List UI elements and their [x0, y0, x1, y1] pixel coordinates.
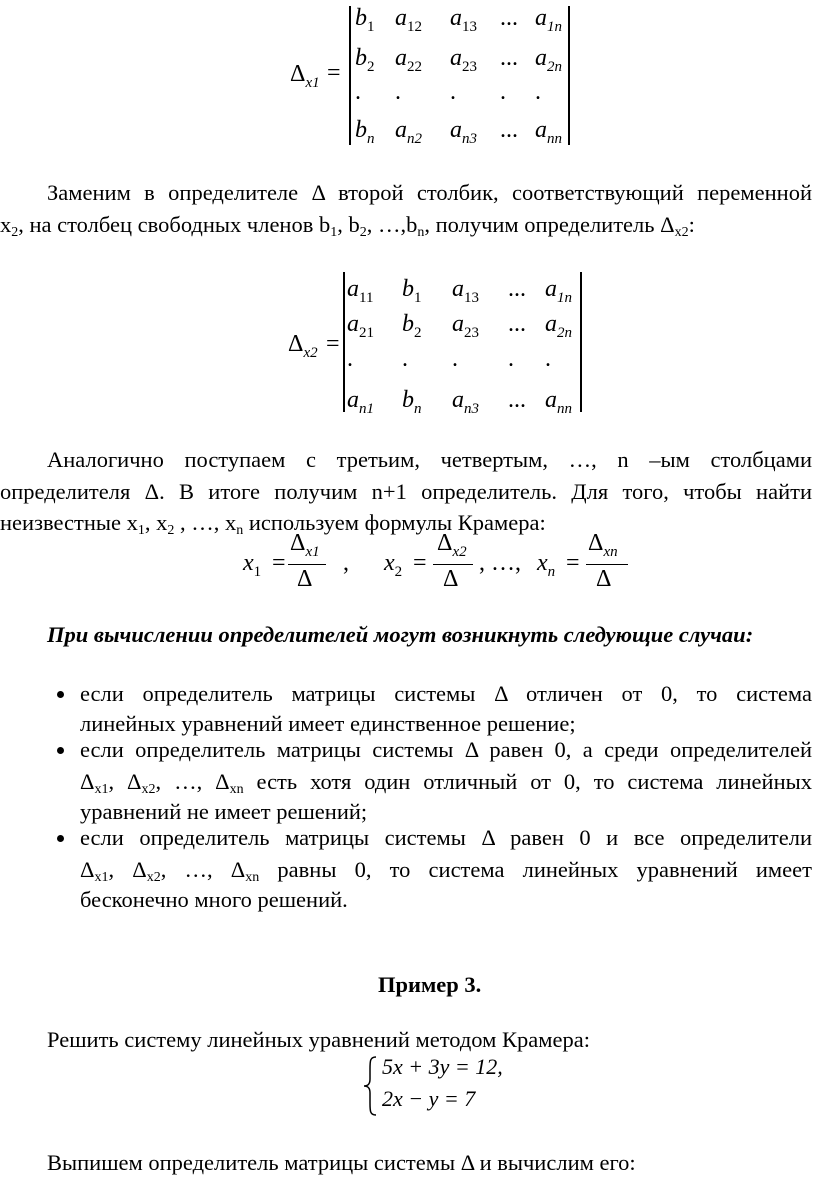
- paragraph-analog-line3: неизвестные $x_1$, $x_2$ , …, $x_n$ используем формулы Крамера:: [0, 510, 546, 538]
- bullet-3-line2: $\Delta_{x1}$, $\Delta_{x2}$, …, $\Delta_{xn}$ равны 0, то система линейных уравнений имеет: [80, 857, 812, 885]
- matrix-cell: .: [347, 346, 353, 372]
- matrix-cell: $a_{23}$: [450, 45, 477, 75]
- matrix-cell: .: [355, 79, 361, 105]
- cases-heading: При вычислении определителей могут возникнуть следующие случаи:: [47, 622, 754, 647]
- cramer-x1-denominator: Δ: [297, 566, 313, 592]
- cramer-xn-var: $x_n$: [537, 550, 556, 580]
- system-brace: [362, 1055, 380, 1117]
- matrix-cell: .: [452, 346, 458, 372]
- matrix-cell: $a_{21}$: [347, 311, 374, 341]
- matrix-cell: ...: [508, 311, 526, 337]
- cramer-formulas: [0, 530, 816, 595]
- matrix-cell: $a_{13}$: [452, 276, 479, 306]
- matrix-cell: .: [402, 346, 408, 372]
- matrix-cell: $a_{1n}$: [545, 276, 572, 306]
- bullet-dot: [57, 691, 64, 698]
- matrix-cell: $b_1$: [402, 276, 422, 306]
- determinant-left-bar: [349, 6, 351, 145]
- paragraph-analog-line1: Аналогично поступаем с третьим, четвертым, …, n –ым столбцами: [47, 447, 812, 472]
- matrix-cell: $a_{23}$: [452, 311, 479, 341]
- matrix-cell: $a_{2n}$: [545, 311, 572, 341]
- matrix-cell: $a_{11}$: [347, 276, 374, 306]
- cramer-xn-denominator: Δ: [596, 566, 612, 592]
- matrix-cell: $a_{n2}$: [395, 117, 422, 147]
- matrix-cell: $a_{22}$: [395, 45, 422, 75]
- bullet-2-line1: если определитель матрицы системы Δ равен 0, а среди определителей: [80, 737, 812, 762]
- bullet-3-line1: если определитель матрицы системы Δ равен 0 и все определители: [80, 825, 812, 850]
- matrix-cell: ...: [500, 117, 518, 143]
- cramer-x2-denominator: Δ: [443, 566, 459, 592]
- determinant-left-bar: [343, 272, 345, 412]
- matrix-cell: .: [395, 79, 401, 105]
- determinant-delta-x2: [0, 265, 816, 415]
- cramer-x1-var: $x_1$: [243, 550, 262, 580]
- matrix-cell: ...: [500, 45, 518, 71]
- matrix-cell: $a_{nn}$: [535, 117, 562, 147]
- bullet-dot: [57, 835, 64, 842]
- matrix-cell: ...: [508, 276, 526, 302]
- cramer-x2-equals: =: [413, 550, 427, 576]
- delta-x2-label: $\Delta_{x2}$: [288, 331, 318, 361]
- matrix-cell: $b_2$: [402, 311, 422, 341]
- delta-x1-equals: =: [327, 60, 341, 86]
- matrix-cell: $b_1$: [355, 5, 375, 35]
- delta-x1-label: $\Delta_{x1}$: [290, 61, 320, 91]
- last-line: Выпишем определитель матрицы системы Δ и вычислим его:: [47, 1150, 636, 1175]
- paragraph-analog-line2: определителя Δ. В итоге получим n+1 определитель. Для того, чтобы найти: [0, 479, 812, 504]
- matrix-cell: $a_{n3}$: [450, 117, 477, 147]
- bullet-1-line1: если определитель матрицы системы Δ отличен от 0, то система: [80, 681, 812, 706]
- example-task: Решить систему линейных уравнений методом Крамера:: [47, 1027, 590, 1052]
- matrix-cell: $a_{n1}$: [347, 387, 374, 417]
- matrix-cell: $a_{2n}$: [535, 45, 562, 75]
- bullet-3-line3: бесконечно много решений.: [80, 887, 348, 912]
- system-equation-1: 5x + 3y = 12,: [382, 1054, 503, 1079]
- determinant-delta-x1: [0, 0, 816, 160]
- cramer-x1-numerator: $\Delta_{x1}$: [290, 530, 320, 560]
- matrix-cell: .: [508, 346, 514, 372]
- cramer-x1-equals: =: [272, 550, 286, 576]
- bullet-dot: [57, 747, 64, 754]
- matrix-cell: $a_{nn}$: [545, 387, 572, 417]
- matrix-cell: ...: [508, 387, 526, 413]
- paragraph-replace-column-line2: $x_2$, на столбец свободных членов $b_1$, $b_2$, $\dots,b_n$, получим определитель $\Delta_{x2}$:: [0, 212, 695, 240]
- matrix-cell: $a_{13}$: [450, 5, 477, 35]
- matrix-cell: .: [450, 79, 456, 105]
- matrix-cell: .: [545, 346, 551, 372]
- cramer-x2-numerator: $\Delta_{x2}$: [437, 530, 467, 560]
- bullet-2-line2: $\Delta_{x1}$, $\Delta_{x2}$, …, $\Delta_{xn}$ есть хотя один отличный от 0, то система линейных: [80, 769, 812, 797]
- cramer-x2-var: $x_2$: [384, 550, 403, 580]
- matrix-cell: .: [535, 79, 541, 105]
- matrix-cell: .: [500, 79, 506, 105]
- matrix-cell: $b_2$: [355, 45, 375, 75]
- cramer-comma: ,: [343, 550, 349, 576]
- matrix-cell: $b_n$: [355, 117, 375, 147]
- system-equation-2: 2x − y = 7: [382, 1086, 476, 1111]
- example-title: Пример 3.: [378, 972, 482, 997]
- bullet-2-line3: уравнений не имеет решений;: [80, 799, 368, 824]
- paragraph-replace-column: Заменим в определителе Δ второй столбик, соответствующий переменной: [47, 180, 812, 205]
- determinant-right-bar: [580, 272, 582, 412]
- matrix-cell: $a_{n3}$: [452, 387, 479, 417]
- cramer-xn-equals: =: [566, 550, 580, 576]
- bullet-1-line2: линейных уравнений имеет единственное решение;: [80, 711, 576, 736]
- matrix-cell: $a_{12}$: [395, 5, 422, 35]
- delta-x2-equals: =: [326, 331, 340, 357]
- determinant-right-bar: [568, 6, 570, 145]
- cramer-xn-numerator: $\Delta_{xn}$: [588, 530, 618, 560]
- matrix-cell: $a_{1n}$: [535, 5, 562, 35]
- cramer-dots: , …,: [479, 550, 521, 576]
- matrix-cell: $b_n$: [402, 387, 422, 417]
- matrix-cell: ...: [500, 5, 518, 31]
